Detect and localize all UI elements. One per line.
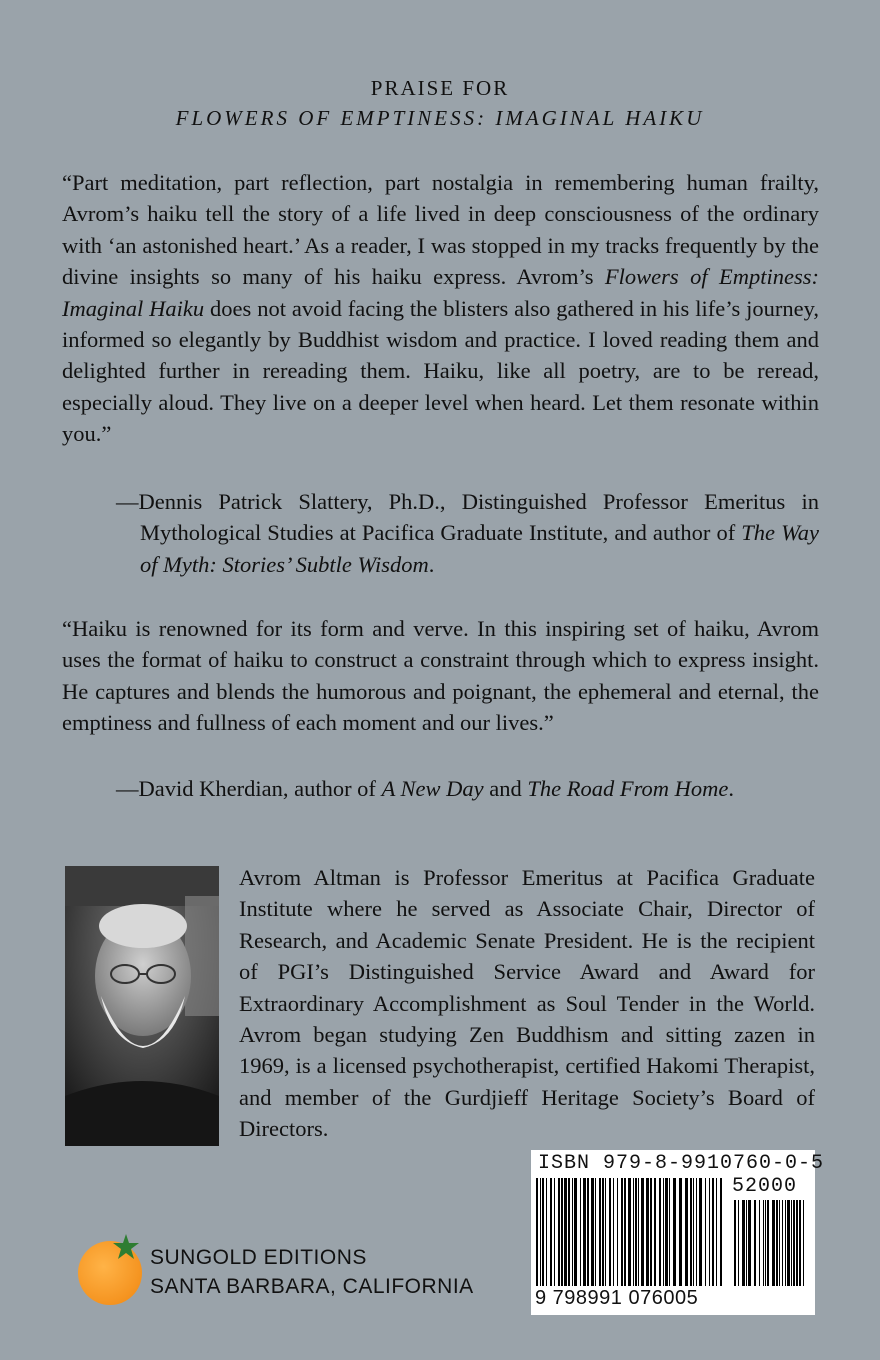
attribution-kherdian: —David Kherdian, author of A New Day and The Road From Home. [116,776,735,801]
book-title-heading: FLOWERS OF EMPTINESS: IMAGINAL HAIKU [175,106,705,130]
ean-number: 9 798991 076005 [535,1287,699,1309]
attribution-slattery: —Dennis Patrick Slattery, Ph.D., Distinguished Professor Emeritus in Mythological Studies at Pacifica Graduate Institute, and author of The Way of Myth: Stories’ Subtle Wisdom. [116,489,819,577]
barcode-bars [536,1178,810,1290]
author-bio: Avrom Altman is Professor Emeritus at Pacifica Graduate Institute where he served as Associate Chair, Director of Research, and Academic Senate President. He is the recipient of PGI’s Distinguished Service Award and Award for Extraordinary Accomplishment as Soul Tender in the World. Avrom began studying Zen Buddhism and sitting zazen in 1969, is a licensed psychotherapist, certified Hakomi Therapist, and member of the Gurdjieff Heritage Society’s Board of Directors. [239,865,815,1142]
isbn-label: ISBN 979-8-9910760-0-5 [538,1152,825,1175]
quote-kherdian: “Haiku is renowned for its form and verve. In this inspiring set of haiku, Avrom uses the format of haiku to construct a constraint through which to express insight. He captures and blends the humorous and poignant, the ephemeral and eternal, the emptiness and fullness of each moment and our lives.” [62,616,819,736]
leaf-star-icon [111,1232,141,1262]
praise-heading: PRAISE FOR [370,76,510,100]
publisher-city: SANTA BARBARA, CALIFORNIA [150,1275,474,1298]
author-photo [65,866,219,1146]
quote-slattery: “Part meditation, part reflection, part nostalgia in remembering human frailty, Avrom’s haiku tell the story of a life lived in deep consciousness of the ordinary with ‘an astonished heart.’ As a reader, I was stopped in my tracks frequently by the divine insights so many of his haiku express. Avrom’s Flowers of Emptiness: Imaginal Haiku does not avoid facing the blisters also gathered in his life’s journey, informed so elegantly by Buddhist wisdom and practice. I loved reading them and delighted further in rereading them. Haiku, like all poetry, are to be reread, especially aloud. They live on a deeper level when heard. Let them resonate within you.” [62,170,819,447]
price-code: 52000 [732,1175,798,1198]
publisher-name: SUNGOLD EDITIONS [150,1246,367,1269]
